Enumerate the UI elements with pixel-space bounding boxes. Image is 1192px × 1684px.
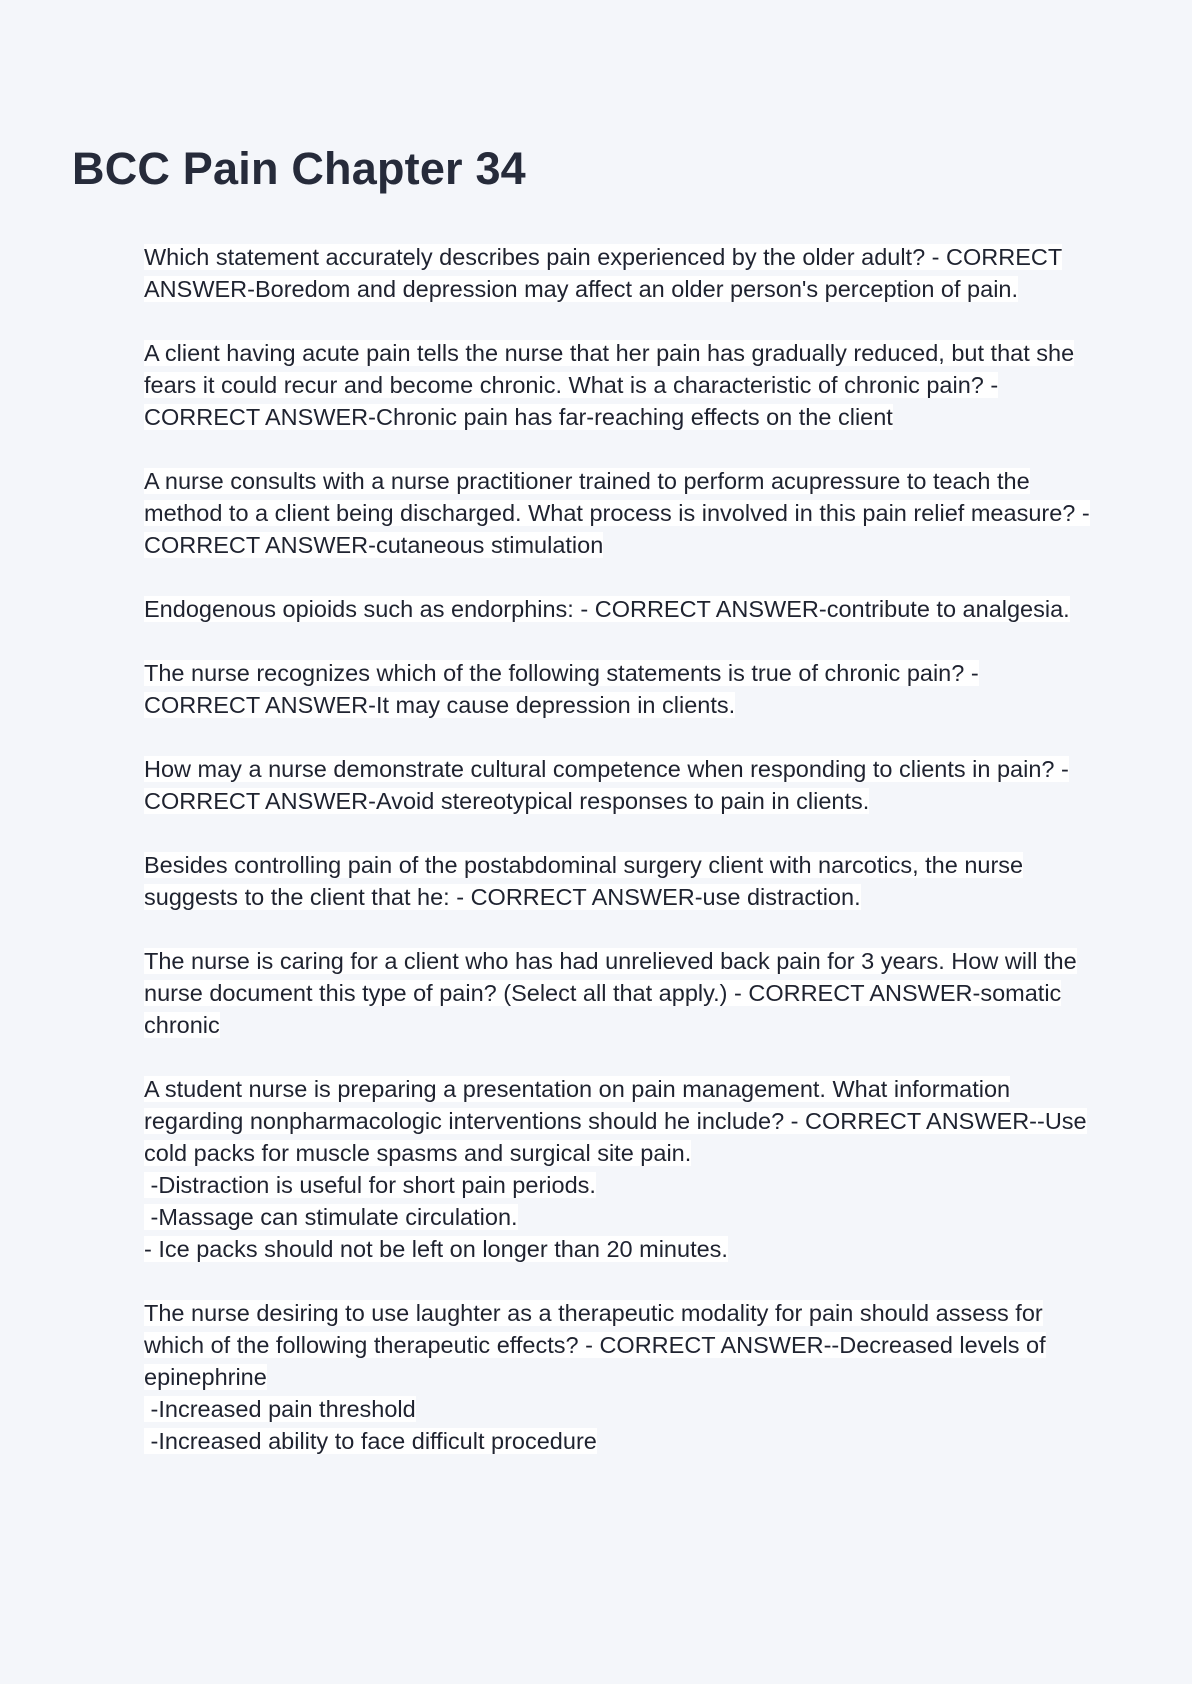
qa-line: nurse document this type of pain? (Select all that apply.) - CORRECT ANSWER-somatic — [144, 980, 1062, 1006]
qa-line: The nurse is caring for a client who has had unrelieved back pain for 3 years. How will the — [144, 948, 1077, 974]
qa-line: A client having acute pain tells the nurse that her pain has gradually reduced, but that she — [144, 340, 1075, 366]
qa-line: How may a nurse demonstrate cultural competence when responding to clients in pain? - — [144, 756, 1069, 782]
qa-line: epinephrine — [144, 1364, 267, 1390]
qa-item — [144, 753, 1124, 817]
qa-line: ANSWER-Boredom and depression may affect an older person's perception of pain. — [144, 276, 1019, 302]
qa-line: -Distraction is useful for short pain periods. — [144, 1172, 596, 1198]
qa-item — [144, 337, 1124, 433]
qa-line: Endogenous opioids such as endorphins: - CORRECT ANSWER-contribute to analgesia. — [144, 596, 1070, 622]
qa-line: -Massage can stimulate circulation. — [144, 1204, 518, 1230]
qa-line: method to a client being discharged. What process is involved in this pain relief measure? - — [144, 500, 1090, 526]
qa-item — [144, 1073, 1124, 1265]
qa-item — [144, 1297, 1124, 1457]
qa-list — [144, 241, 1124, 1489]
page-title: BCC Pain Chapter 34 — [72, 143, 526, 194]
qa-line: regarding nonpharmacologic interventions should he include? - CORRECT ANSWER--Use — [144, 1108, 1087, 1134]
qa-line: A nurse consults with a nurse practitioner trained to perform acupressure to teach the — [144, 468, 1030, 494]
qa-line: Besides controlling pain of the postabdominal surgery client with narcotics, the nurse — [144, 852, 1024, 878]
qa-line: fears it could recur and become chronic. What is a characteristic of chronic pain? - — [144, 372, 999, 398]
qa-line: CORRECT ANSWER-Chronic pain has far-reaching effects on the client — [144, 404, 893, 430]
qa-item — [144, 849, 1124, 913]
qa-line: cold packs for muscle spasms and surgical site pain. — [144, 1140, 692, 1166]
qa-line: CORRECT ANSWER-It may cause depression in clients. — [144, 692, 736, 718]
qa-line: which of the following therapeutic effects? - CORRECT ANSWER--Decreased levels of — [144, 1332, 1046, 1358]
qa-line: Which statement accurately describes pain experienced by the older adult? - CORRECT — [144, 244, 1063, 270]
qa-item — [144, 657, 1124, 721]
qa-item — [144, 945, 1124, 1041]
qa-item — [144, 465, 1124, 561]
qa-item — [144, 241, 1124, 305]
qa-line: CORRECT ANSWER-Avoid stereotypical responses to pain in clients. — [144, 788, 870, 814]
qa-line: - Ice packs should not be left on longer than 20 minutes. — [144, 1236, 728, 1262]
qa-line: -Increased ability to face difficult procedure — [144, 1428, 597, 1454]
qa-line: The nurse desiring to use laughter as a therapeutic modality for pain should assess for — [144, 1300, 1043, 1326]
qa-line: The nurse recognizes which of the following statements is true of chronic pain? - — [144, 660, 979, 686]
qa-line: CORRECT ANSWER-cutaneous stimulation — [144, 532, 604, 558]
qa-line: A student nurse is preparing a presentation on pain management. What information — [144, 1076, 1011, 1102]
qa-item — [144, 593, 1124, 625]
qa-line: suggests to the client that he: - CORRECT ANSWER-use distraction. — [144, 884, 861, 910]
qa-line: chronic — [144, 1012, 220, 1038]
qa-line: -Increased pain threshold — [144, 1396, 416, 1422]
